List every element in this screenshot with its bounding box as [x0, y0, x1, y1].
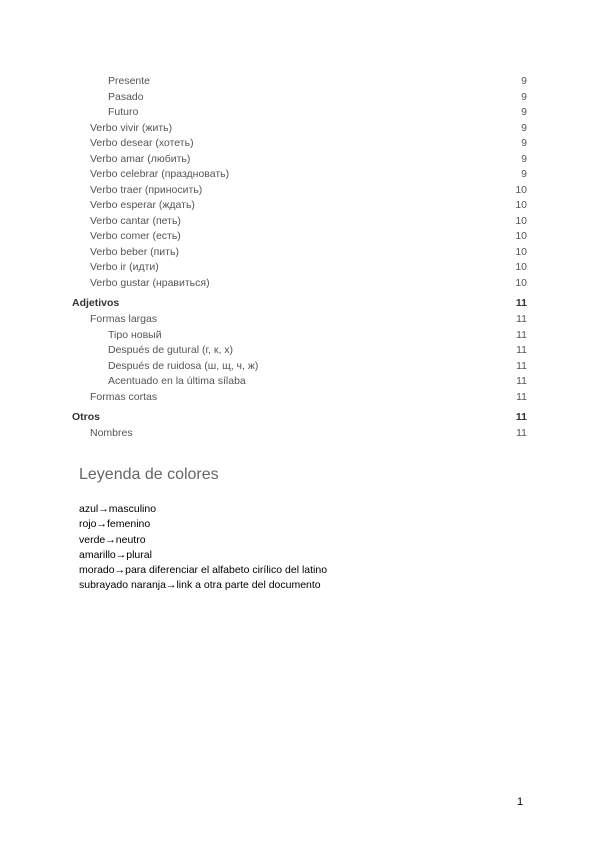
legend-item: azul→masculino — [79, 503, 157, 515]
toc-entry[interactable] — [72, 152, 527, 168]
toc-entry-title: Verbo beber (пить) — [90, 245, 179, 258]
toc-entry[interactable] — [72, 374, 527, 390]
legend-title: Leyenda de colores — [79, 466, 219, 483]
table-of-contents — [72, 74, 527, 442]
toc-entry-title: Verbo comer (есть) — [90, 230, 181, 242]
toc-entry[interactable] — [72, 312, 527, 328]
toc-entry-page: 11 — [516, 313, 527, 325]
toc-entry[interactable] — [72, 105, 527, 121]
toc-entry[interactable] — [72, 328, 527, 344]
toc-entry-title: Tipo новый — [108, 328, 162, 341]
page-number: 1 — [517, 796, 524, 808]
toc-entry-title: Presente — [108, 75, 151, 87]
toc-entry-page: 10 — [515, 199, 527, 211]
toc-section-entry[interactable] — [72, 296, 527, 312]
color-legend — [79, 502, 327, 594]
toc-entry-title: Verbo celebrar (праздновать) — [90, 168, 230, 180]
legend-item: morado→para diferenciar el alfabeto cirílico del latino — [79, 564, 328, 577]
toc-entry-page: 10 — [515, 276, 527, 289]
toc-entry-title: Adjetivos — [72, 297, 120, 309]
toc-entry[interactable] — [72, 214, 527, 230]
toc-entry[interactable] — [72, 245, 527, 261]
toc-entry-title: Verbo traer (приносить) — [90, 183, 203, 196]
toc-entry[interactable] — [72, 343, 527, 359]
toc-entry-title: Verbo amar (любить) — [90, 152, 191, 165]
toc-entry-title: Verbo ir (идти) — [90, 261, 159, 273]
toc-entry[interactable] — [72, 121, 527, 137]
legend-item: rojo→femenino — [79, 518, 151, 531]
toc-entry[interactable] — [72, 74, 527, 90]
toc-entry-title: Nombres — [90, 427, 133, 439]
toc-entry-page: 11 — [516, 328, 527, 341]
legend-item: verde→neutro — [79, 533, 146, 546]
toc-entry-title: Verbo esperar (ждать) — [90, 199, 195, 211]
toc-entry-title: Verbo desear (хотеть) — [90, 137, 194, 149]
toc-entry-page: 9 — [521, 152, 527, 165]
toc-entry[interactable] — [72, 229, 527, 245]
toc-entry-title: Verbo vivir (жить) — [90, 121, 173, 134]
toc-entry-page: 11 — [516, 359, 527, 372]
toc-entry-page: 9 — [521, 168, 527, 180]
toc-entry-page: 11 — [515, 411, 527, 423]
toc-entry[interactable] — [72, 260, 527, 276]
toc-entry-page: 10 — [515, 245, 527, 258]
toc-entry-page: 9 — [521, 137, 527, 149]
toc-entry-page: 9 — [521, 106, 527, 118]
toc-entry-page: 10 — [515, 214, 527, 227]
toc-entry[interactable] — [72, 167, 527, 183]
toc-entry[interactable] — [72, 136, 527, 152]
toc-entry-page: 10 — [515, 183, 527, 196]
toc-entry[interactable] — [72, 426, 527, 442]
toc-entry-title: Futuro — [108, 106, 139, 118]
toc-entry-title: Formas largas — [90, 313, 158, 325]
toc-entry-title: Después de ruidosa (ш, щ, ч, ж) — [108, 359, 259, 372]
legend-item: amarillo→plural — [79, 548, 152, 561]
toc-entry-title: Verbo cantar (петь) — [90, 214, 181, 227]
legend-item: subrayado naranja→link a otra parte del documento — [79, 579, 321, 592]
toc-entry[interactable] — [72, 276, 527, 292]
toc-entry-page: 11 — [515, 297, 527, 309]
toc-entry-page: 9 — [521, 75, 527, 87]
toc-entry-title: Verbo gustar (нравиться) — [90, 276, 210, 289]
toc-entry[interactable] — [72, 90, 527, 106]
toc-entry-page: 11 — [516, 427, 527, 439]
toc-entry-title: Otros — [72, 411, 101, 423]
toc-entry-page: 9 — [521, 121, 527, 134]
toc-section-entry[interactable] — [72, 410, 527, 426]
toc-entry-page: 11 — [516, 375, 527, 387]
toc-entry[interactable] — [72, 390, 527, 406]
toc-entry-page: 11 — [516, 344, 527, 356]
toc-entry[interactable] — [72, 183, 527, 199]
toc-entry-title: Después de gutural (г, к, х) — [108, 344, 234, 356]
toc-entry-title: Formas cortas — [90, 390, 158, 403]
toc-entry-title: Acentuado en la última sílaba — [108, 375, 246, 387]
toc-entry-page: 10 — [515, 261, 527, 273]
toc-entry-page: 9 — [521, 90, 527, 103]
toc-entry-title: Pasado — [108, 90, 144, 103]
toc-entry[interactable] — [72, 198, 527, 214]
toc-entry-page: 11 — [516, 390, 527, 403]
toc-entry[interactable] — [72, 359, 527, 375]
toc-entry-page: 10 — [515, 230, 527, 242]
